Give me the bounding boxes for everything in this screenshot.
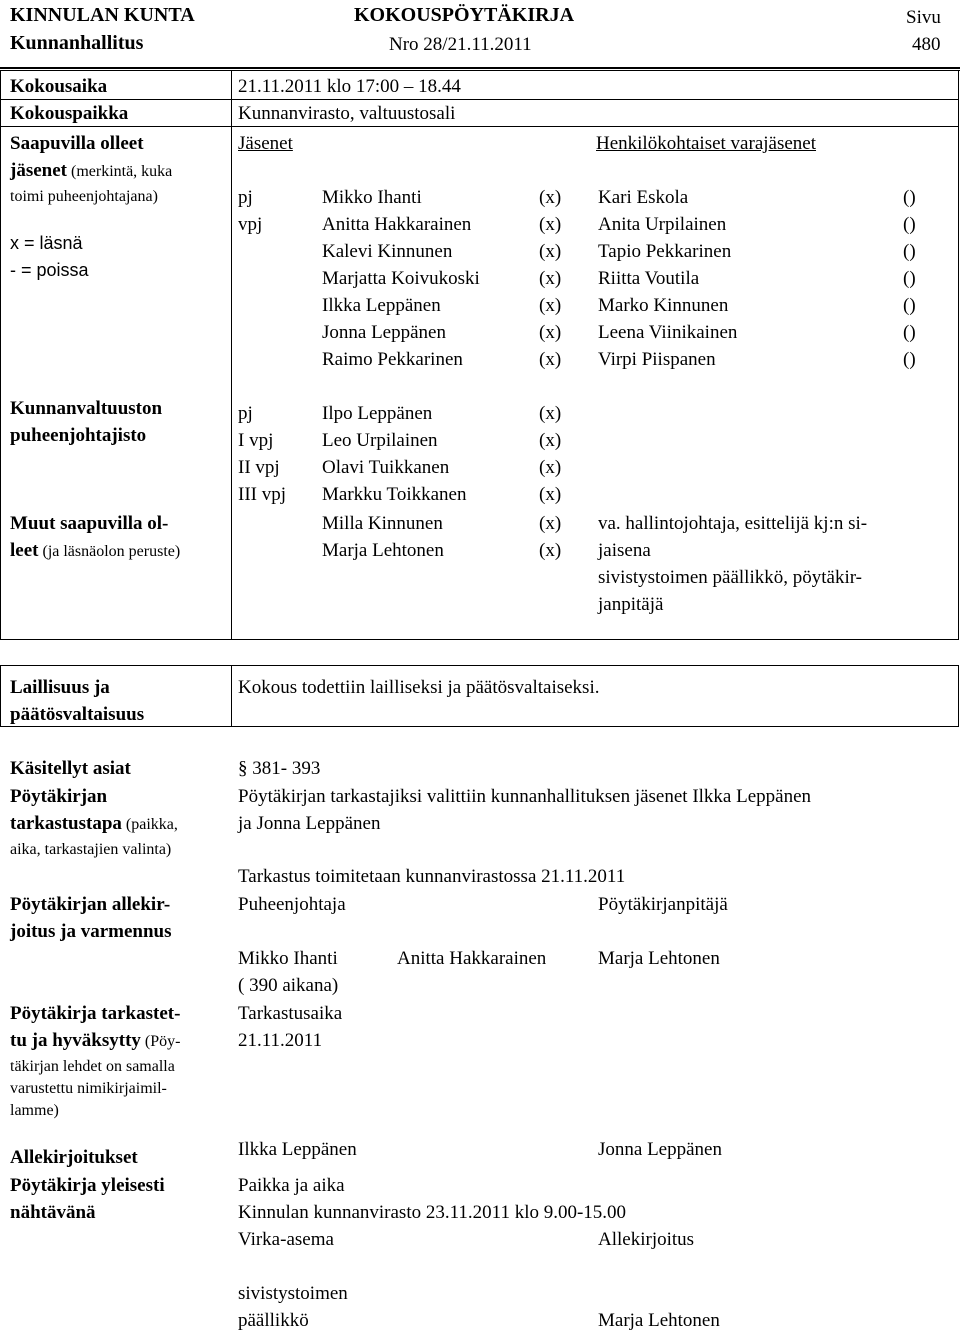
others-note-line4: janpitäjä	[598, 594, 664, 615]
deputy-name: Virpi Piispanen	[598, 349, 716, 370]
deputy-attendance-mark: ()	[903, 268, 916, 289]
legality-label-line2: päätösvaltaisuus	[10, 704, 145, 725]
member-attendance-mark: (x)	[539, 241, 562, 262]
municipality-name: KINNULAN KUNTA	[10, 4, 195, 26]
meeting-time-label: Kokousaika	[10, 76, 108, 97]
presidium-label-line2: puheenjohtajisto	[10, 425, 147, 446]
legality-left-border	[0, 665, 1, 727]
position-line2: päällikkö	[238, 1310, 309, 1331]
handled-label: Käsitellyt asiat	[10, 758, 131, 779]
deputy-name: Riitta Voutila	[598, 268, 700, 289]
presidium-role: pj	[238, 403, 253, 424]
approval-label-line2	[10, 1027, 180, 1055]
deputy-attendance-mark: ()	[903, 295, 916, 316]
member-name: Marjatta Koivukoski	[322, 268, 480, 289]
legend-present: x = läsnä	[10, 233, 83, 253]
member-attendance-mark: (x)	[539, 349, 562, 370]
review-text-line1: Pöytäkirjan tarkastajiksi valittiin kunnanhallituksen jäsenet Ilkka Leppänen	[238, 786, 812, 807]
member-name: Anitta Hakkarainen	[322, 214, 472, 235]
others-note-line3: sivistystoimen päällikkö, pöytäkir-	[598, 567, 863, 588]
others-label-line2	[10, 537, 180, 565]
legend-absent: - = poissa	[10, 260, 89, 280]
member-name: Ilkka Leppänen	[322, 295, 441, 316]
deputy-attendance-mark: ()	[903, 349, 916, 370]
review-label-line2	[10, 810, 178, 838]
review-label-small: (paikka,	[121, 816, 178, 833]
member-name: Jonna Leppänen	[322, 322, 446, 343]
presidium-attendance-mark: (x)	[539, 403, 562, 424]
table-top-border	[0, 70, 960, 71]
signing-label-line2: joitus ja varmennus	[10, 921, 172, 942]
member-attendance-mark: (x)	[539, 295, 562, 316]
signature-note: ( 390 aikana)	[238, 975, 339, 996]
table-bottom-border	[0, 639, 959, 640]
review-time-value: 21.11.2011	[238, 1030, 323, 1051]
attendance-label-line1: Saapuvilla olleet	[10, 133, 144, 154]
meeting-time-value: 21.11.2011 klo 17:00 – 18.44	[238, 76, 461, 97]
signatures-label: Allekirjoitukset	[10, 1147, 138, 1168]
member-name: Raimo Pekkarinen	[322, 349, 463, 370]
legality-divider	[231, 665, 232, 727]
meeting-place-label: Kokouspaikka	[10, 103, 129, 124]
legality-top-border	[0, 665, 959, 666]
public-place-value: Kinnulan kunnanvirasto 23.11.2011 klo 9.00-15.00	[238, 1202, 627, 1223]
presidium-role: III vpj	[238, 484, 287, 505]
signatory-1: Ilkka Leppänen	[238, 1139, 357, 1160]
presidium-attendance-mark: (x)	[539, 430, 562, 451]
presidium-name: Leo Urpilainen	[322, 430, 438, 451]
handled-value	[238, 755, 320, 782]
review-time-label: Tarkastusaika	[238, 1003, 343, 1024]
attendance-label-bold: jäsenet	[10, 160, 67, 181]
approval-label-bold: tu ja hyväksytty	[10, 1030, 141, 1051]
member-attendance-mark: (x)	[539, 187, 562, 208]
approval-label-small: (Pöy-	[140, 1033, 181, 1050]
review-label-line3: aika, tarkastajien valinta)	[10, 841, 172, 858]
table-right-border	[958, 70, 959, 640]
review-text-line3: Tarkastus toimitetaan kunnanvirastossa 21.11.2011	[238, 866, 626, 887]
chair-label: Puheenjohtaja	[238, 894, 346, 915]
other-attendee-name: Milla Kinnunen	[322, 513, 443, 534]
other-attendee-name: Marja Lehtonen	[322, 540, 444, 561]
attendance-label-line3: toimi puheenjohtajana)	[10, 188, 158, 205]
other-attendee-note: va. hallintojohtaja, esittelijä kj:n si-	[598, 513, 868, 534]
presidium-role: I vpj	[238, 430, 274, 451]
approval-label-line3: täkirjan lehdet on samalla	[10, 1058, 175, 1075]
deputy-attendance-mark: ()	[903, 214, 916, 235]
meeting-place-value: Kunnanvirasto, valtuustosali	[238, 103, 456, 124]
member-attendance-mark: (x)	[539, 268, 562, 289]
member-name: Mikko Ihanti	[322, 187, 422, 208]
approval-label-line4: varustettu nimikirjaimil-	[10, 1080, 167, 1097]
members-header: Jäsenet	[238, 133, 293, 154]
row-divider-place	[0, 126, 959, 127]
deputy-name: Kari Eskola	[598, 187, 689, 208]
signatory-2: Jonna Leppänen	[598, 1139, 722, 1160]
other-attendee-note: jaisena	[598, 540, 651, 561]
signing-label-line1: Pöytäkirjan allekir-	[10, 894, 171, 915]
paragraph-symbol: §	[238, 758, 253, 779]
page-label: Sivu	[906, 7, 941, 28]
member-attendance-mark: (x)	[539, 214, 562, 235]
presidium-attendance-mark: (x)	[539, 484, 562, 505]
page-number: 480	[912, 34, 941, 55]
deputy-attendance-mark: ()	[903, 241, 916, 262]
public-label-line1: Pöytäkirja yleisesti	[10, 1175, 165, 1196]
document-type: KOKOUSPÖYTÄKIRJA	[354, 4, 575, 26]
position-label: Virka-asema	[238, 1229, 334, 1250]
public-label-line2: nähtävänä	[10, 1202, 96, 1223]
presidium-name: Ilpo Leppänen	[322, 403, 433, 424]
presidium-attendance-mark: (x)	[539, 457, 562, 478]
legality-text: Kokous todettiin lailliseksi ja päätösvaltaiseksi.	[238, 677, 600, 698]
attendance-label-small: (merkintä, kuka	[66, 163, 173, 180]
presidium-name: Markku Toikkanen	[322, 484, 467, 505]
review-label-line1: Pöytäkirjan	[10, 786, 108, 807]
deputy-name: Anita Urpilainen	[598, 214, 727, 235]
body-name: Kunnanhallitus	[10, 32, 144, 54]
presidium-label-line1: Kunnanvaltuuston	[10, 398, 163, 419]
others-label-small: (ja läsnäolon peruste)	[38, 543, 181, 560]
legality-right-border	[958, 665, 959, 727]
signature-label: Allekirjoitus	[598, 1229, 695, 1250]
deputy-attendance-mark: ()	[903, 187, 916, 208]
signature-name-2: Anitta Hakkarainen	[397, 948, 547, 969]
deputy-name: Leena Viinikainen	[598, 322, 738, 343]
public-place-label: Paikka ja aika	[238, 1175, 345, 1196]
legality-label-line1: Laillisuus ja	[10, 677, 110, 698]
column-divider	[231, 70, 232, 640]
handled-range: 381- 393	[252, 758, 321, 779]
member-name: Kalevi Kinnunen	[322, 241, 453, 262]
member-attendance-mark: (x)	[539, 322, 562, 343]
legality-bottom-border	[0, 726, 959, 727]
attendance-label-line2	[10, 157, 172, 185]
member-role: vpj	[238, 214, 263, 235]
deputy-name: Marko Kinnunen	[598, 295, 729, 316]
position-line1: sivistystoimen	[238, 1283, 348, 1304]
approval-label-line1: Pöytäkirja tarkastet-	[10, 1003, 181, 1024]
other-attendance-mark: (x)	[539, 540, 562, 561]
others-label-bold: leet	[10, 540, 39, 561]
other-attendance-mark: (x)	[539, 513, 562, 534]
review-text-line2: ja Jonna Leppänen	[238, 813, 381, 834]
presidium-name: Olavi Tuikkanen	[322, 457, 450, 478]
table-left-border	[0, 70, 1, 640]
deputies-header: Henkilökohtaiset varajäsenet	[596, 133, 817, 154]
signature-name-3: Marja Lehtonen	[598, 948, 720, 969]
header-divider	[0, 67, 960, 69]
secretary-label: Pöytäkirjanpitäjä	[598, 894, 728, 915]
deputy-name: Tapio Pekkarinen	[598, 241, 732, 262]
public-signer: Marja Lehtonen	[598, 1310, 720, 1331]
deputy-attendance-mark: ()	[903, 322, 916, 343]
review-label-bold: tarkastustapa	[10, 813, 122, 834]
row-divider-time	[0, 99, 959, 100]
presidium-role: II vpj	[238, 457, 280, 478]
meeting-number: Nro 28/21.11.2011	[389, 34, 532, 55]
member-role: pj	[238, 187, 253, 208]
others-label-line1: Muut saapuvilla ol-	[10, 513, 169, 534]
signature-name-1: Mikko Ihanti	[238, 948, 338, 969]
approval-label-line5: lamme)	[10, 1102, 59, 1119]
